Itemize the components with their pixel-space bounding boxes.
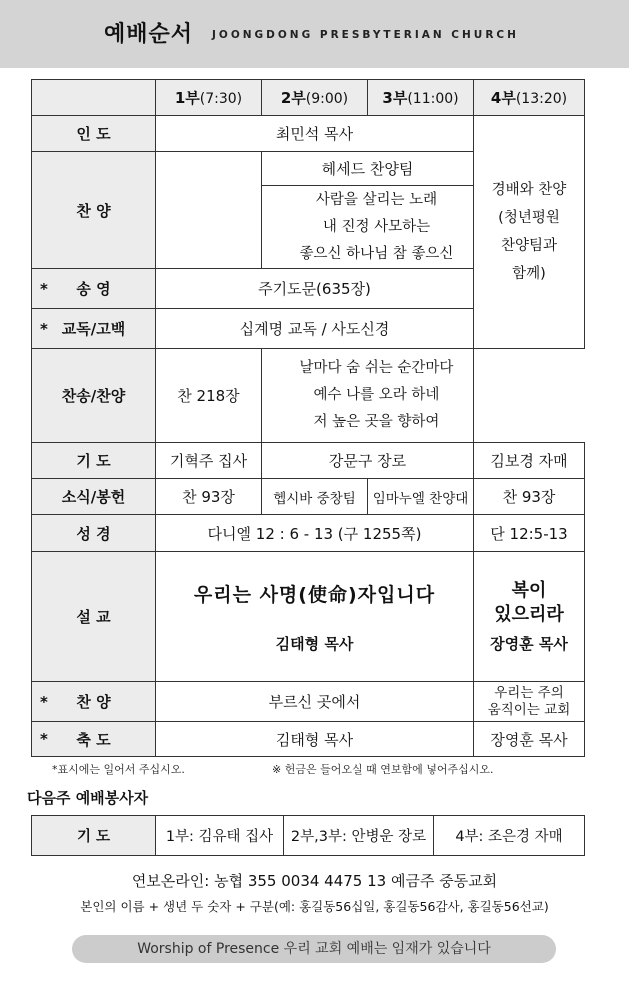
label-sermon: 설 교 — [32, 552, 156, 682]
row-closing-hymn — [32, 682, 585, 722]
scripture-service13: 다니엘 12 : 6 - 13 (구 1255쪽) — [156, 515, 474, 552]
label-benediction: * 축 도 — [32, 722, 156, 757]
sermon-service4: 복이 있으리라 장영훈 목사 — [474, 552, 585, 682]
header-bar — [0, 0, 629, 68]
row-benediction — [32, 722, 585, 757]
label-opening: 인 도 — [32, 116, 156, 152]
row-hymn — [32, 349, 585, 443]
praise-service1-empty — [156, 152, 262, 269]
next-week-row — [32, 816, 585, 856]
prayer-service23: 강문구 장로 — [262, 443, 474, 479]
label-praise: 찬 양 — [32, 152, 156, 269]
service-header-row — [32, 80, 585, 116]
prayer-service1: 기혁주 집사 — [156, 443, 262, 479]
corner-cell — [32, 80, 156, 116]
hymn-songs: 날마다 숨 쉬는 순간마다 예수 나를 오라 하네 저 높은 곳을 향하여 — [262, 349, 474, 443]
sermon-service13 — [156, 552, 474, 682]
sermon-preacher: 김태형 목사 — [275, 634, 354, 653]
label-prayer: 기 도 — [32, 443, 156, 479]
service4-praise: 경배와 찬양 (청년평원 찬양팀과 함께) — [474, 116, 585, 349]
label-scripture: 성 경 — [32, 515, 156, 552]
page-title: 예배순서 — [104, 22, 194, 47]
doxology-value: 주기도문(635장) — [156, 269, 474, 309]
prayer-service4: 김보경 자매 — [474, 443, 585, 479]
offering-note: ※ 헌금은 들어오실 때 연보함에 넣어주십시오. — [272, 763, 494, 776]
praise-team: 헤세드 찬양팀 — [262, 152, 474, 186]
standing-note: *표시에는 일어서 주십시오. — [52, 763, 185, 776]
closing-hymn-service13: 부르신 곳에서 — [156, 682, 474, 722]
offering-service3: 임마누엘 찬양대 — [368, 479, 474, 515]
offering-service1: 찬 93장 — [156, 479, 262, 515]
sermon-title: 우리는 사명(使命)자입니다 — [193, 583, 436, 606]
offering-service4: 찬 93장 — [474, 479, 585, 515]
row-sermon — [32, 552, 585, 682]
creed-value: 십계명 교독 / 사도신경 — [156, 309, 474, 349]
opening-leader: 최민석 목사 — [156, 116, 474, 152]
online-offering-instructions: 본인의 이름 + 생년 두 숫자 + 구분(예: 홍길동56십일, 홍길동56감사, 홍길동56선교) — [80, 899, 549, 914]
service-4-header: 4부(13:20) — [474, 80, 585, 116]
church-name: JOONGDONG PRESBYTERIAN CHURCH — [212, 29, 519, 41]
service-2-header: 2부(9:00) — [262, 80, 368, 116]
service-3-header: 3부(11:00) — [368, 80, 474, 116]
row-opening — [32, 116, 585, 152]
footer-banner: Worship of Presence 우리 교회 예배는 임재가 있습니다 — [72, 935, 556, 963]
label-creed: * 교독/고백 — [32, 309, 156, 349]
next-week-service4: 4부: 조은경 자매 — [434, 816, 585, 856]
next-week-label: 기 도 — [32, 816, 156, 856]
row-offering — [32, 479, 585, 515]
offering-service2: 헵시바 중창팀 — [262, 479, 368, 515]
praise-songs: 사람을 살리는 노래 내 진정 사모하는 좋으신 하나님 참 좋으신 — [262, 186, 474, 269]
next-week-title: 다음주 예배봉사자 — [27, 789, 149, 807]
next-week-table — [31, 815, 585, 856]
service-1-header: 1부(7:30) — [156, 80, 262, 116]
scripture-service4: 단 12:5-13 — [474, 515, 585, 552]
label-offering: 소식/봉헌 — [32, 479, 156, 515]
next-week-service23: 2부,3부: 안병운 장로 — [284, 816, 434, 856]
label-doxology: * 송 영 — [32, 269, 156, 309]
hymn-service1: 찬 218장 — [156, 349, 262, 443]
online-offering-account: 연보온라인: 농협 355 0034 4475 13 예금주 중동교회 — [131, 872, 498, 890]
row-prayer — [32, 443, 585, 479]
row-scripture — [32, 515, 585, 552]
label-hymn: 찬송/찬양 — [32, 349, 156, 443]
next-week-service1: 1부: 김유태 집사 — [156, 816, 284, 856]
benediction-service13: 김태형 목사 — [156, 722, 474, 757]
benediction-service4: 장영훈 목사 — [474, 722, 585, 757]
label-closing-hymn: * 찬 양 — [32, 682, 156, 722]
worship-order-table — [31, 79, 585, 757]
closing-hymn-service4: 우리는 주의 움직이는 교회 — [474, 682, 585, 722]
